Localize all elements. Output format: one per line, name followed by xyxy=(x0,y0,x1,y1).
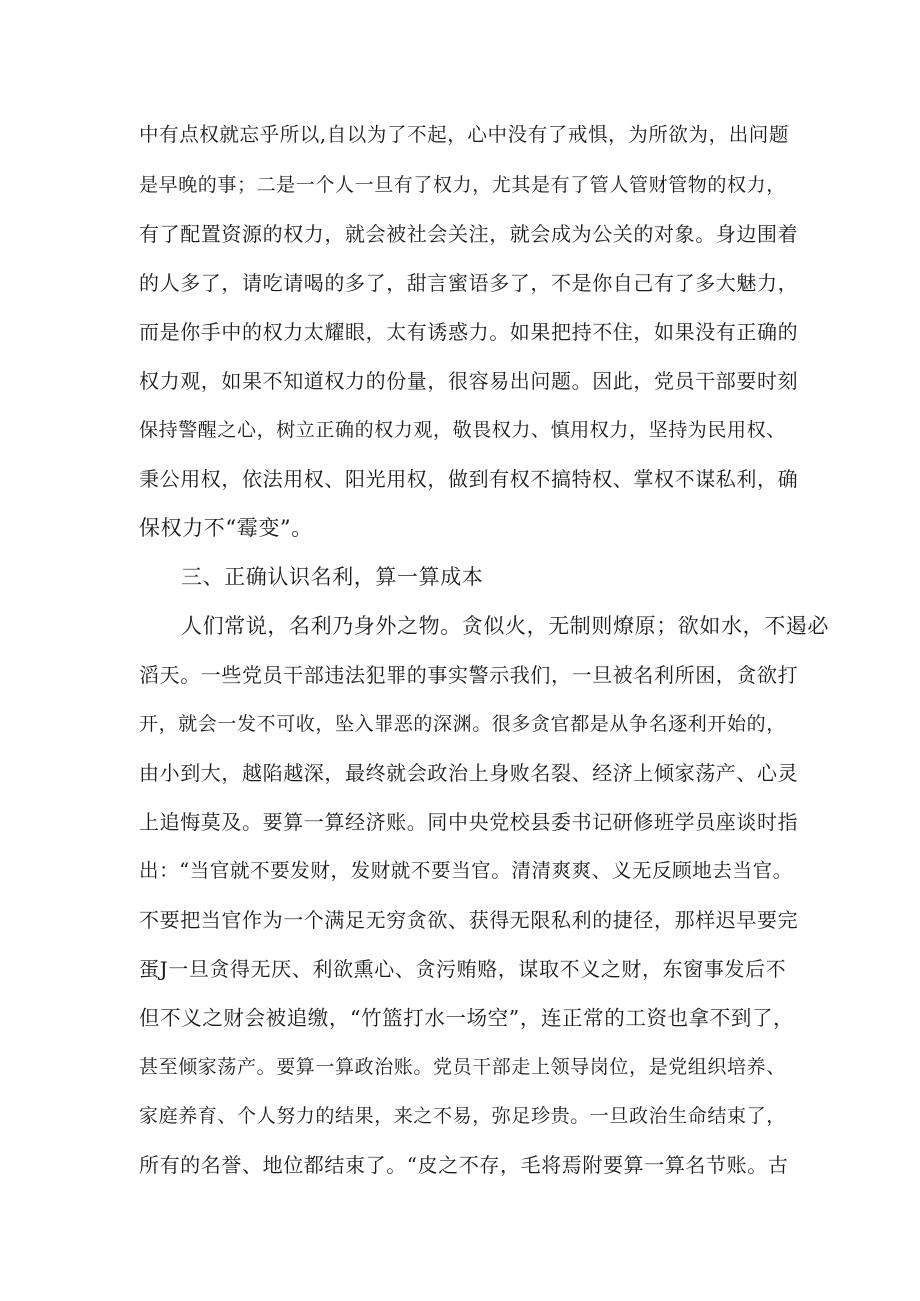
paragraph-line: 而是你手中的权力太耀眼，太有诱惑力。如果把持不住，如果没有正确的 xyxy=(139,320,799,344)
paragraph-line: 所有的名誉、地位都结束了。“皮之不存，毛将焉附要算一算名节账。古 xyxy=(139,1153,789,1177)
paragraph-line: 的人多了，请吃请喝的多了，甜言蜜语多了，不是你自己有了多大魅力， xyxy=(139,271,799,295)
paragraph-line: 家庭养育、个人努力的结果，来之不易，弥足珍贵。一旦政治生命结束了， xyxy=(139,1105,786,1127)
paragraph-line: 但不义之财会被追缴，“竹篮打水一场空”，连正常的工资也拿不到了， xyxy=(139,1006,795,1030)
paragraph-line: 有了配置资源的权力，就会被社会关注，就会成为公关的对象。身边围着 xyxy=(139,222,799,246)
paragraph-line: 上追悔莫及。要算一算经济账。同中央党校县委书记研修班学员座谈时指 xyxy=(139,810,799,834)
paragraph-line: 蛋J一旦贪得无厌、利欲熏心、贪污贿赂，谋取不义之财，东窗事发后不 xyxy=(139,957,787,981)
paragraph-line: 中有点权就忘乎所以,自以为了不起，心中没有了戒惧，为所欲为，出问题 xyxy=(139,123,789,146)
paragraph-line: 是早晚的事；二是一个人一旦有了权力，尤其是有了管人管财管物的权力， xyxy=(139,174,786,196)
paragraph-line: 保权力不“霉变”。 xyxy=(139,516,313,540)
paragraph-line: 权力观，如果不知道权力的份量，很容易出问题。因此，党员干部要时刻 xyxy=(139,369,799,393)
paragraph-line: 由小到大，越陷越深，最终就会政治上身败名裂、经济上倾家荡产、心灵 xyxy=(139,761,799,785)
paragraph-line: 开，就会一发不可收，坠入罪恶的深渊。很多贪官都是从争名逐利开始的， xyxy=(139,713,786,735)
paragraph-line: 滔天。一些党员干部违法犯罪的事实警示我们，一旦被名利所困，贪欲打 xyxy=(139,663,799,687)
paragraph-line: 秉公用权，依法用权、阳光用权，做到有权不搞特权、掌权不谋私利，确 xyxy=(139,467,799,491)
section-heading: 三、正确认识名利，算一算成本 xyxy=(181,565,484,589)
paragraph-line: 保持警醒之心，树立正确的权力观，敬畏权力、慎用权力，坚持为民用权、 xyxy=(139,419,786,441)
paragraph-line: 人们常说，名利乃身外之物。贪似火，无制则燎原；欲如水，不遏必 xyxy=(181,614,829,638)
paragraph-line: 出：“当官就不要发财，发财就不要当官。清清爽爽、义无反顾地去当官。 xyxy=(139,859,793,882)
paragraph-line: 甚至倾家荡产。要算一算政治账。党员干部走上领导岗位，是党组织培养、 xyxy=(139,1056,786,1078)
paragraph-line: 不要把当官作为一个满足无穷贪欲、获得无限私利的捷径，那样迟早要完 xyxy=(139,908,799,932)
